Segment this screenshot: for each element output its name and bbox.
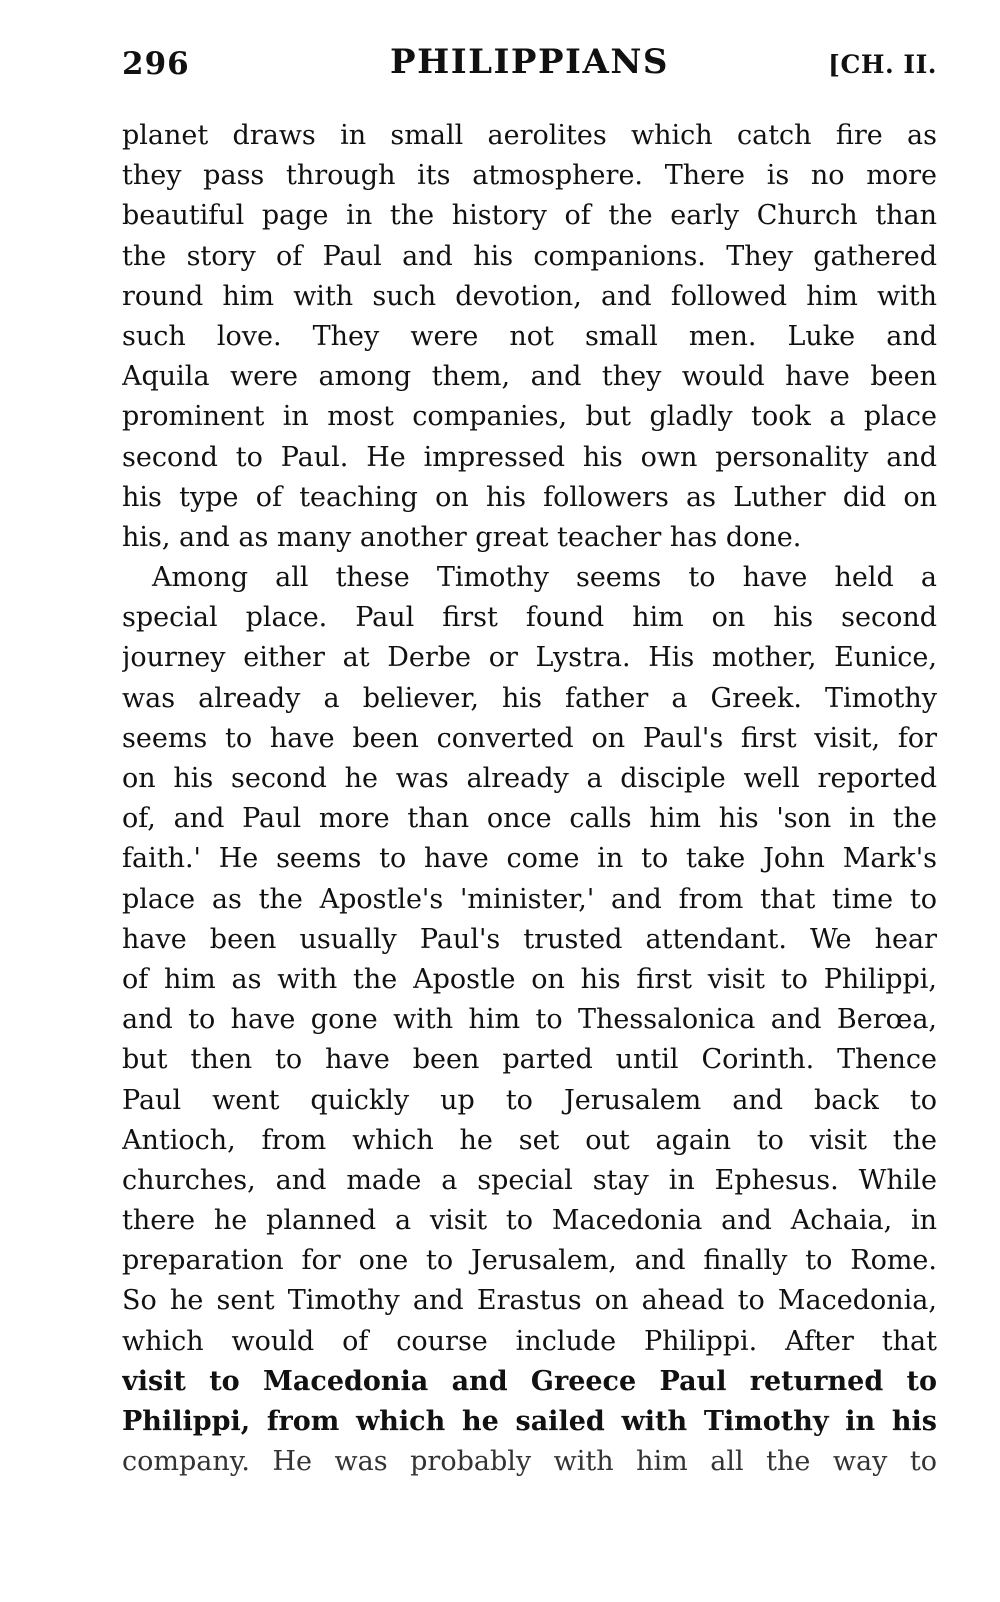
text-line: faith.' He seems to have come in to take John Mark's bbox=[122, 843, 937, 875]
text-line: Paul went quickly up to Jerusalem and back to bbox=[122, 1084, 937, 1116]
text-line: company. He was probably with him all the way to bbox=[122, 1446, 937, 1478]
text-line: they pass through its atmosphere. There is no more bbox=[122, 160, 937, 192]
text-line: beautiful page in the history of the early Church than bbox=[122, 200, 937, 232]
body-text bbox=[122, 116, 937, 1482]
text-line: special place. Paul first found him on his second bbox=[122, 602, 937, 634]
text-line: second to Paul. He impressed his own personality and bbox=[122, 441, 937, 473]
text-line: of him as with the Apostle on his first visit to Philippi, bbox=[122, 963, 937, 995]
text-line: and to have gone with him to Thessalonica and Berœa, bbox=[122, 1004, 937, 1036]
text-line: of, and Paul more than once calls him his 'son in the bbox=[122, 803, 937, 835]
text-line: Antioch, from which he set out again to visit the bbox=[122, 1124, 937, 1156]
running-title: PHILIPPIANS bbox=[390, 42, 669, 82]
text-line: his type of teaching on his followers as Luther did on bbox=[122, 481, 937, 513]
text-line: Among all these Timothy seems to have held a bbox=[152, 562, 937, 594]
text-line: visit to Macedonia and Greece Paul returned to bbox=[122, 1365, 937, 1397]
text-line: his, and as many another great teacher has done. bbox=[122, 521, 802, 553]
text-line: which would of course include Philippi. After that bbox=[122, 1325, 937, 1357]
text-line: on his second he was already a disciple well reported bbox=[122, 763, 937, 794]
text-line: round him with such devotion, and followed him with bbox=[122, 280, 937, 312]
text-line: was already a believer, his father a Greek. Timothy bbox=[122, 682, 937, 714]
text-line: place as the Apostle's 'minister,' and from that time to bbox=[122, 883, 937, 915]
text-line: prominent in most companies, but gladly took a place bbox=[122, 401, 937, 433]
text-line: have been usually Paul's trusted attendant. We hear bbox=[122, 923, 937, 955]
chapter-reference: [CH. II. bbox=[828, 50, 937, 79]
text-line: So he sent Timothy and Erastus on ahead to Macedonia, bbox=[122, 1285, 937, 1317]
text-line: Philippi, from which he sailed with Timothy in his bbox=[122, 1406, 937, 1437]
text-line: journey either at Derbe or Lystra. His mother, Eunice, bbox=[122, 642, 937, 674]
text-line: Aquila were among them, and they would have been bbox=[122, 361, 937, 393]
text-line: the story of Paul and his companions. They gathered bbox=[122, 240, 937, 272]
text-line: planet draws in small aerolites which catch fire as bbox=[122, 120, 937, 151]
text-line: but then to have been parted until Corinth. Thence bbox=[122, 1044, 937, 1076]
running-head bbox=[122, 42, 937, 90]
text-line: there he planned a visit to Macedonia and Achaia, in bbox=[122, 1205, 937, 1237]
text-line: such love. They were not small men. Luke and bbox=[122, 320, 937, 352]
text-line: churches, and made a special stay in Ephesus. While bbox=[122, 1164, 937, 1196]
text-line: preparation for one to Jerusalem, and finally to Rome. bbox=[122, 1245, 937, 1277]
page-number: 296 bbox=[122, 46, 190, 82]
text-line: seems to have been converted on Paul's first visit, for bbox=[122, 722, 937, 754]
